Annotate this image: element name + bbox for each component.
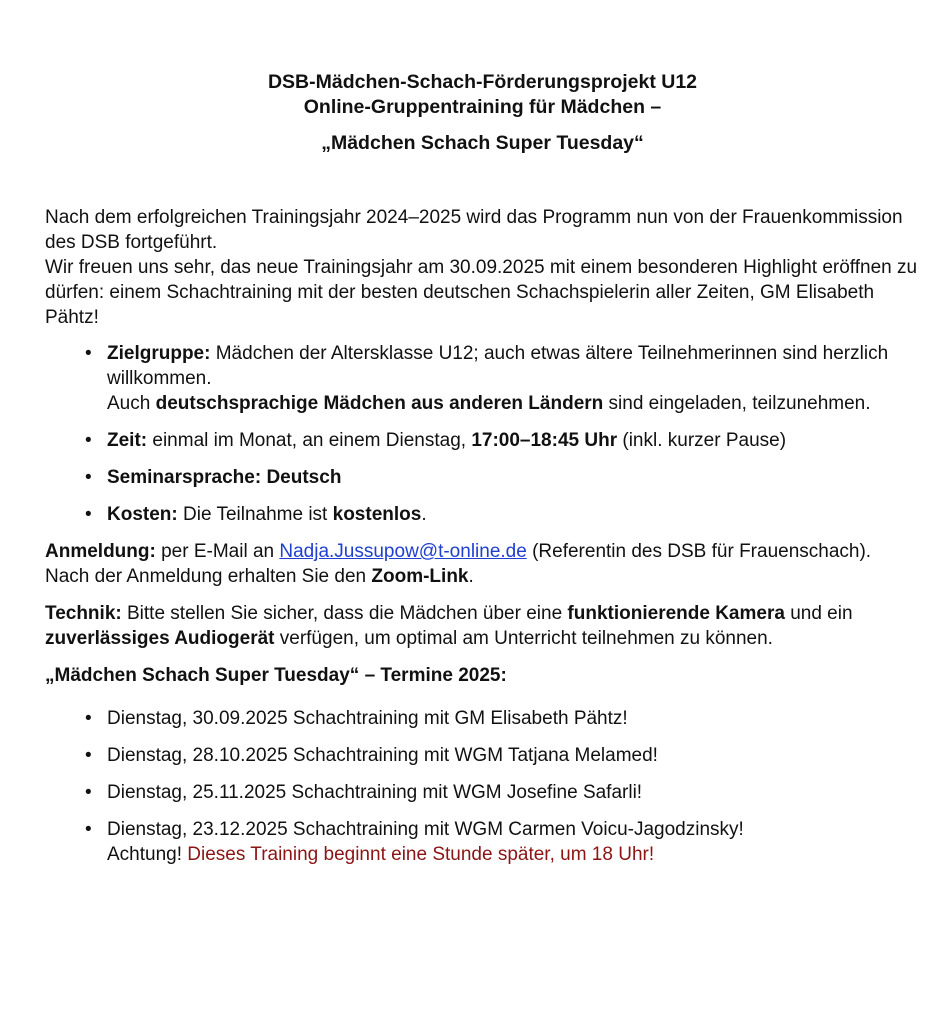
technik-bold-2: zuverlässiges Audiogerät <box>45 628 275 649</box>
sprache-text: Seminarsprache: Deutsch <box>107 467 342 488</box>
subtitle: „Mädchen Schach Super Tuesday“ <box>321 132 644 154</box>
bullet-icon: • <box>85 467 92 488</box>
technik-bold-1: funktionierende Kamera <box>567 603 785 624</box>
warning-note: Dieses Training beginnt eine Stunde später, um 18 Uhr! <box>187 844 655 865</box>
bullet-icon: • <box>85 782 92 803</box>
email-link[interactable]: Nadja.Jussupow@t-online.de <box>279 541 527 562</box>
list-item-zeit <box>45 428 920 453</box>
technik-label: Technik: <box>45 603 122 624</box>
list-item <box>45 817 920 867</box>
technik-text-3: verfügen, um optimal am Unterricht teilnehmen zu können. <box>274 628 773 649</box>
anmeldung-line-2 <box>45 564 920 589</box>
technik-paragraph <box>45 601 920 651</box>
bullet-icon: • <box>85 430 92 451</box>
kosten-suffix: . <box>421 504 427 525</box>
zielgruppe-label: Zielgruppe: <box>107 343 211 364</box>
zoom-link-label: Zoom-Link <box>371 566 469 587</box>
auch-prefix: Auch <box>107 393 156 414</box>
anmeldung-line2-prefix: Nach der Anmeldung erhalten Sie den <box>45 566 372 587</box>
schedule-list <box>45 706 920 867</box>
schedule-item-text: Dienstag, 23.12.2025 Schachtraining mit WGM Carmen Voicu-Jagodzinsky! <box>107 819 744 840</box>
list-item-sprache <box>45 465 920 490</box>
intro <box>45 205 920 330</box>
bullet-icon: • <box>85 343 92 364</box>
bullet-icon: • <box>85 504 92 525</box>
zeit-label: Zeit: <box>107 430 148 451</box>
intro-paragraph-1: Nach dem erfolgreichen Trainingsjahr 2024–2025 wird das Programm nun von der Frauenkommission des DSB fortgeführt. <box>45 207 903 253</box>
document <box>45 70 920 879</box>
title-line-1: DSB-Mädchen-Schach-Förderungsprojekt U12 <box>267 71 698 93</box>
auch-suffix: sind eingeladen, teilzunehmen. <box>603 393 871 414</box>
bullet-icon: • <box>85 819 92 840</box>
anmeldung-line-1 <box>45 539 920 564</box>
list-item <box>45 780 920 805</box>
anmeldung-label: Anmeldung: <box>45 541 156 562</box>
list-item <box>45 743 920 768</box>
title-line-2: Online-Gruppentraining für Mädchen – <box>303 96 662 118</box>
zeit-bold: 17:00–18:45 Uhr <box>471 430 618 451</box>
anmeldung-section <box>45 539 920 589</box>
note-prefix: Achtung! <box>107 844 188 865</box>
anmeldung-line2-suffix: . <box>468 566 474 587</box>
kosten-label: Kosten: <box>107 504 178 525</box>
list-item-kosten <box>45 502 920 527</box>
list-item-zielgruppe <box>45 341 920 416</box>
zielgruppe-text: Mädchen der Altersklasse U12; auch etwas ältere Teilnehmerinnen sind herzlich willkommen. <box>107 343 889 389</box>
technik-text-2: und ein <box>784 603 853 624</box>
schedule-heading: „Mädchen Schach Super Tuesday“ – Termine 2025: <box>45 665 507 686</box>
anmeldung-text: per E-Mail an <box>155 541 280 562</box>
bullet-icon: • <box>85 708 92 729</box>
title-block <box>45 70 920 156</box>
info-list <box>45 341 920 527</box>
technik-section <box>45 601 920 651</box>
schedule-item-text: Dienstag, 30.09.2025 Schachtraining mit GM Elisabeth Pähtz! <box>107 708 628 729</box>
zeit-text: einmal im Monat, an einem Dienstag, <box>147 430 472 451</box>
list-item <box>45 706 920 731</box>
kosten-bold: kostenlos <box>332 504 422 525</box>
intro-paragraph-2: Wir freuen uns sehr, das neue Trainingsjahr am 30.09.2025 mit einem besonderen Highlight eröffnen zu dürfen: einem Schachtraining mit der besten deutschen Schachspielerin aller Zeiten, GM Elisabeth Pähtz! <box>45 257 918 328</box>
zeit-suffix: (inkl. kurzer Pause) <box>617 430 787 451</box>
bullet-icon: • <box>85 745 92 766</box>
kosten-text: Die Teilnahme ist <box>177 504 333 525</box>
schedule-item-text: Dienstag, 25.11.2025 Schachtraining mit WGM Josefine Safarli! <box>107 782 643 803</box>
anmeldung-suffix: (Referentin des DSB für Frauenschach). <box>526 541 872 562</box>
technik-text-1: Bitte stellen Sie sicher, dass die Mädchen über eine <box>121 603 568 624</box>
auch-bold: deutschsprachige Mädchen aus anderen Ländern <box>155 393 604 414</box>
schedule-item-text: Dienstag, 28.10.2025 Schachtraining mit WGM Tatjana Melamed! <box>107 745 658 766</box>
